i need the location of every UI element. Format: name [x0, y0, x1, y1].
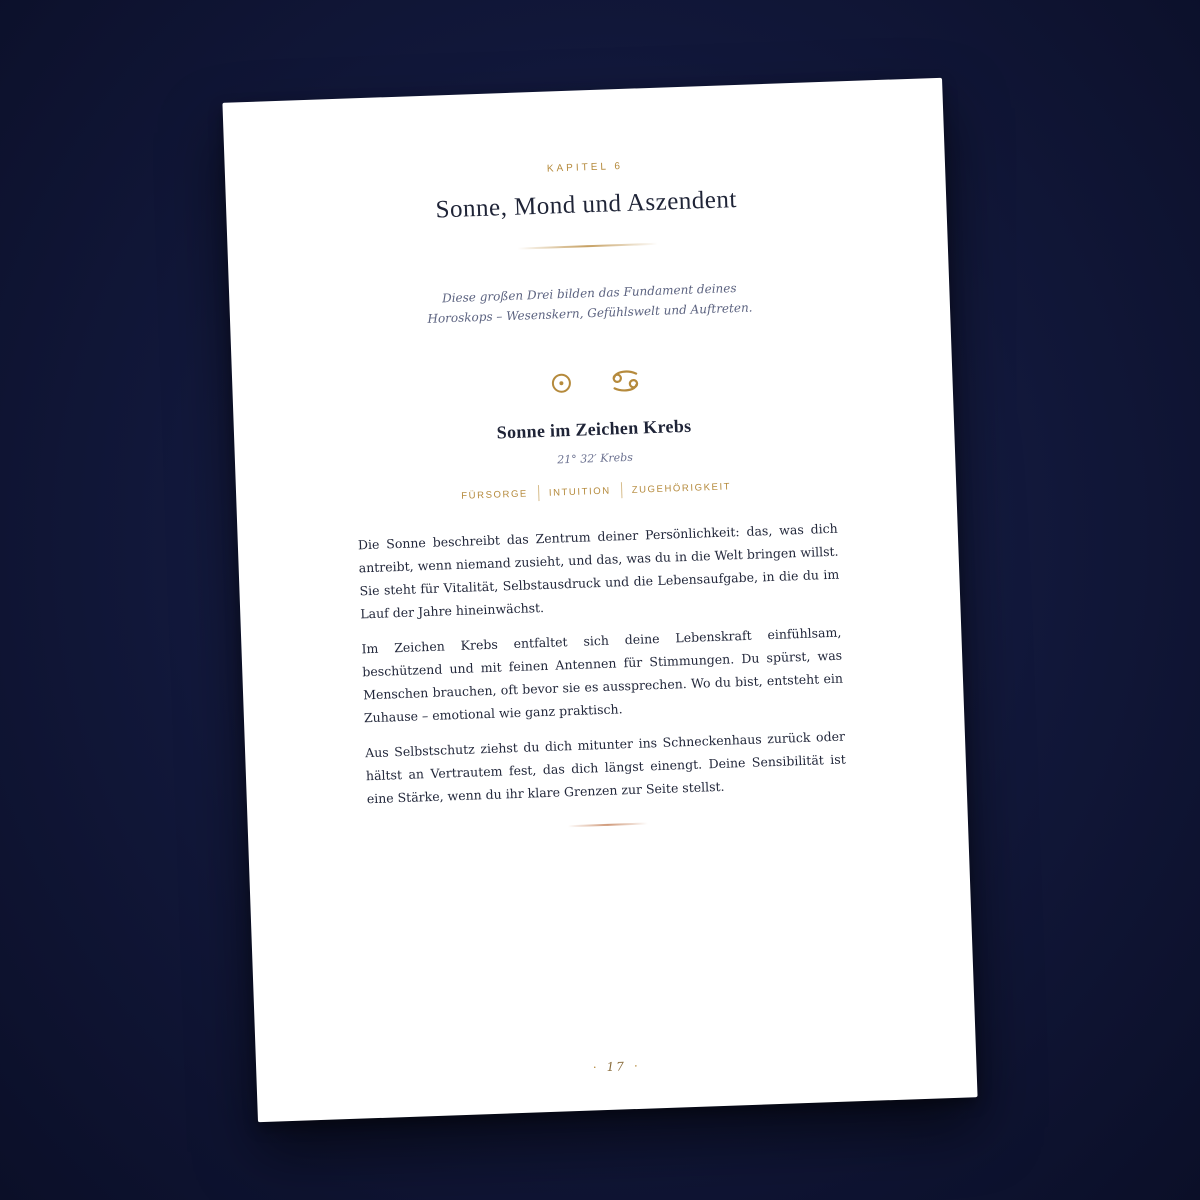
cancer-symbol-icon [608, 366, 639, 397]
keyword-tag: FÜRSORGE [461, 487, 529, 502]
placement-degree: 21° 32′ Krebs [557, 450, 634, 467]
body-text [358, 517, 847, 811]
sun-symbol-icon [546, 368, 577, 399]
page-footer [256, 1047, 976, 1086]
placement-heading: Sonne im Zeichen Krebs [496, 415, 692, 443]
body-paragraph: Im Zeichen Krebs entfaltet sich deine Lebenskraft einfühlsam, beschützend und mit feinen Antennen für Stimmungen. Du spürst, was Menschen brauchen, oft bevor sie es aussprechen. Wo du bist, entsteht ein Zuhause – emotional wie ganz praktisch. [361, 624, 844, 726]
chapter-lead: Diese großen Drei bilden das Fundament deines Horoskops – Wesenskern, Gefühlswelt und Auftreten. [427, 281, 753, 326]
body-paragraph: Aus Selbstschutz ziehst du dich mitunter ins Schneckenhaus zurück oder hältst an Vertrautem fest, das dich längst einengt. Deine Sensibilität ist eine Stärke, wenn du ihr klare Grenzen zur Seite stellst. [364, 728, 846, 807]
footer-dot-right: · [633, 1058, 640, 1074]
astro-glyphs [352, 359, 833, 406]
keyword-list [356, 475, 836, 508]
page-content [225, 150, 968, 839]
footer-dot-left: · [592, 1060, 599, 1075]
keyword-tag: INTUITION [548, 485, 611, 499]
chapter-title: Sonne, Mond und Aszendent [435, 185, 738, 224]
page-number: 17 [606, 1059, 627, 1075]
title-divider [518, 243, 658, 250]
book-page [222, 78, 977, 1123]
body-paragraph: Die Sonne beschreibt das Zentrum deiner Persönlichkeit: das, was dich antreibt, wenn niemand zusieht, und das, was du in die Welt bringen willst. Sie steht für Vitalität, Selbstausdruck und die Lebensaufgabe, in die du im Lauf der Jahre hineinwächst. [357, 520, 840, 622]
section-end-divider [568, 822, 648, 827]
chapter-label: KAPITEL 6 [546, 160, 624, 175]
keyword-tag: ZUGEHÖRIGKEIT [631, 480, 732, 496]
